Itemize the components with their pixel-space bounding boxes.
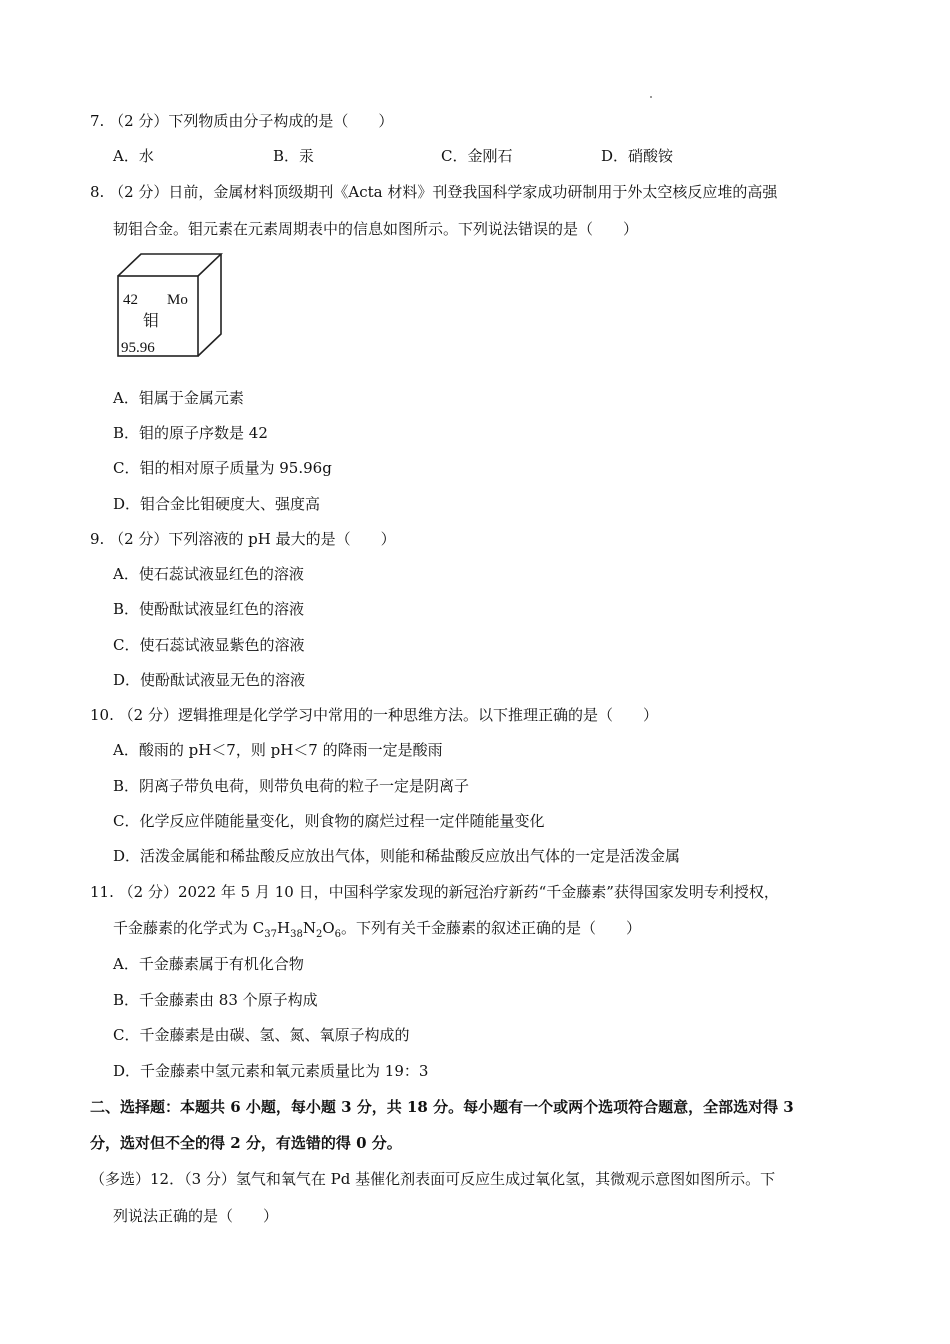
- question-11-number: 11.: [90, 883, 114, 901]
- question-8-stem-line1: （2 分）日前，金属材料顶级期刊《Acta 材料》刊登我国科学家成功研制用于外太空核反应堆的高强: [109, 183, 778, 201]
- q10-option-a: A．酸雨的 pH＜7，则 pH＜7 的降雨一定是酸雨: [113, 741, 443, 759]
- subscript-o: 6: [334, 929, 341, 940]
- question-9: [90, 529, 396, 549]
- question-9-stem: （2 分）下列溶液的 pH 最大的是（ ）: [109, 530, 396, 548]
- q11-option-b: B．千金藤素由 83 个原子构成: [113, 991, 318, 1009]
- periodic-table-cell-figure: [115, 250, 225, 360]
- element-number: 42: [123, 292, 138, 308]
- q10-option-d: D．活泼金属能和稀盐酸反应放出气体，则能和稀盐酸反应放出气体的一定是活泼金属: [113, 847, 681, 865]
- subscript-h: 38: [290, 929, 303, 940]
- section-2-heading-line2: 分，选对但不全的得 2 分，有选错的得 0 分。: [90, 1134, 402, 1152]
- q7-option-c: C．金刚石: [441, 147, 513, 165]
- question-7-stem: （2 分）下列物质由分子构成的是（ ）: [109, 112, 394, 130]
- q11-option-a: A．千金藤素属于有机化合物: [113, 955, 304, 973]
- element-mass: 95.96: [121, 340, 155, 356]
- question-11-stem-line1: （2 分）2022 年 5 月 10 日，中国科学家发现的新冠治疗新药“千金藤素”获得国家发明专利授权，: [118, 883, 779, 901]
- q11-option-d: D．千金藤素中氢元素和氧元素质量比为 19：3: [113, 1062, 429, 1080]
- question-12-stem-line2: 列说法正确的是（ ）: [113, 1207, 279, 1225]
- q9-option-b: B．使酚酞试液显红色的溶液: [113, 600, 305, 618]
- q8-option-a: A．钼属于金属元素: [113, 389, 244, 407]
- q7-option-d: D．硝酸铵: [601, 147, 674, 165]
- formula-n: N: [302, 919, 316, 937]
- formula-h: H: [276, 919, 291, 937]
- question-11-stem-line2: [113, 918, 641, 938]
- question-10-number: 10.: [90, 706, 114, 724]
- q10-option-c: C．化学反应伴随能量变化，则食物的腐烂过程一定伴随能量变化: [113, 812, 545, 830]
- section-2-heading-line1: 二、选择题：本题共 6 小题，每小题 3 分，共 18 分。每小题有一个或两个选项符合题意，全部选对得 3: [90, 1098, 794, 1116]
- question-11: [90, 882, 779, 902]
- q11-option-c: C．千金藤素是由碳、氢、氮、氧原子构成的: [113, 1026, 410, 1044]
- element-symbol: Mo: [167, 292, 188, 308]
- question-7-number: 7.: [90, 112, 105, 130]
- q9-option-c: C．使石蕊试液显紫色的溶液: [113, 636, 305, 654]
- question-8-number: 8.: [90, 183, 105, 201]
- subscript-n: 2: [315, 929, 323, 940]
- q10-option-b: B．阴离子带负电荷，则带负电荷的粒子一定是阴离子: [113, 777, 470, 795]
- q8-option-b: B．钼的原子序数是 42: [113, 424, 268, 442]
- question-10: [90, 705, 658, 725]
- scan-speck: [650, 96, 652, 98]
- stem-line2-post: 。下列有关千金藤素的叙述正确的是（ ）: [341, 919, 642, 937]
- q9-option-a: A．使石蕊试液显红色的溶液: [113, 565, 304, 583]
- q9-option-d: D．使酚酞试液显无色的溶液: [113, 671, 306, 689]
- cell-top-face: [118, 254, 221, 276]
- element-name: 钼: [143, 313, 160, 330]
- question-10-stem: （2 分）逻辑推理是化学学习中常用的一种思维方法。以下推理正确的是（ ）: [118, 706, 658, 724]
- question-8: [90, 182, 777, 202]
- question-12-stem-line1: （多选）12．（3 分）氢气和氧气在 Pd 基催化剂表面可反应生成过氧化氢，其微观示意图如图所示。下: [90, 1170, 776, 1188]
- q7-option-a: A．水: [113, 147, 154, 165]
- question-9-number: 9.: [90, 530, 105, 548]
- formula-o: O: [322, 919, 335, 937]
- q7-option-b: B．汞: [273, 147, 315, 165]
- subscript-c: 37: [264, 929, 277, 940]
- q8-option-c: C．钼的相对原子质量为 95.96g: [113, 459, 332, 477]
- question-7: [90, 111, 393, 131]
- cell-side-face: [198, 254, 221, 356]
- stem-line2-pre: 千金藤素的化学式为 C: [113, 919, 265, 937]
- question-8-stem-line2: 韧钼合金。钼元素在元素周期表中的信息如图所示。下列说法错误的是（ ）: [113, 220, 639, 238]
- q8-option-d: D．钼合金比钼硬度大、强度高: [113, 495, 321, 513]
